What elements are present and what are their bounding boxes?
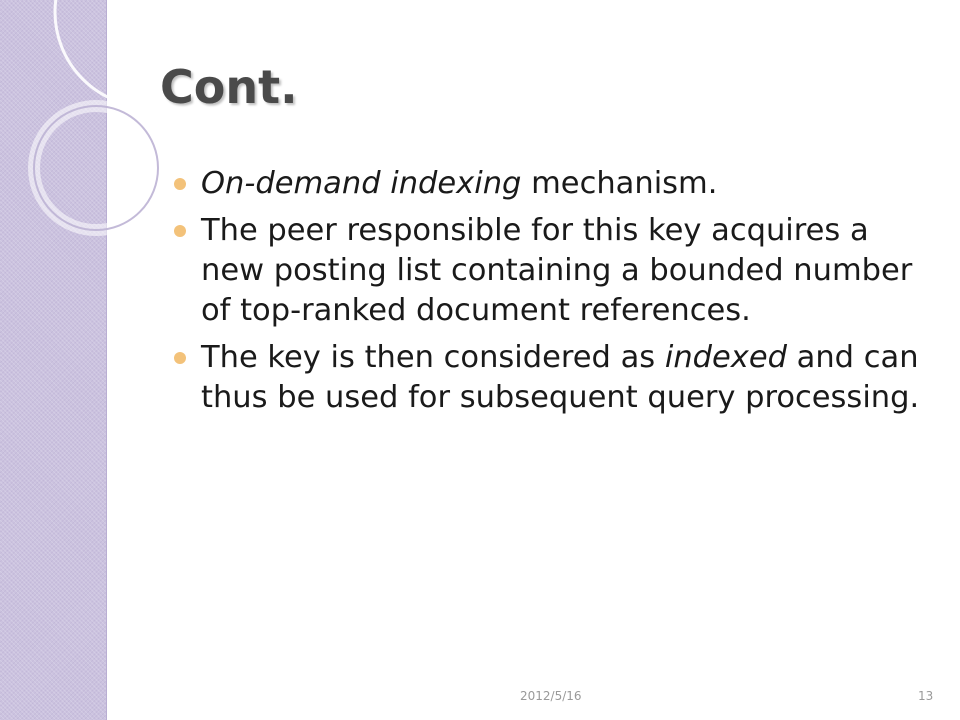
- bullet-text: The peer responsible for this key acquires a new posting list containing a bounded number of top-ranked document references.: [201, 213, 913, 328]
- bullet-italic-word: indexed: [664, 340, 787, 375]
- bullet-item: [174, 164, 939, 204]
- bullet-dot-icon: [174, 225, 186, 237]
- footer-date: 2012/5/16: [520, 689, 582, 703]
- bullet-list: [174, 164, 939, 425]
- bullet-italic-lead: On-demand indexing: [201, 166, 522, 201]
- bullet-item: [174, 338, 939, 418]
- bullet-dot-icon: [174, 178, 186, 190]
- bullet-text-before: The key is then considered as: [201, 340, 665, 375]
- bullet-dot-icon: [174, 352, 186, 364]
- page-number: 13: [918, 689, 934, 703]
- bullet-text: mechanism.: [521, 166, 718, 201]
- bullet-item: [174, 211, 939, 331]
- decorative-sidebar: [0, 0, 107, 720]
- slide-title: Cont.: [160, 60, 298, 114]
- bullet-text-after: and can thus be used for subsequent query processing.: [201, 340, 920, 415]
